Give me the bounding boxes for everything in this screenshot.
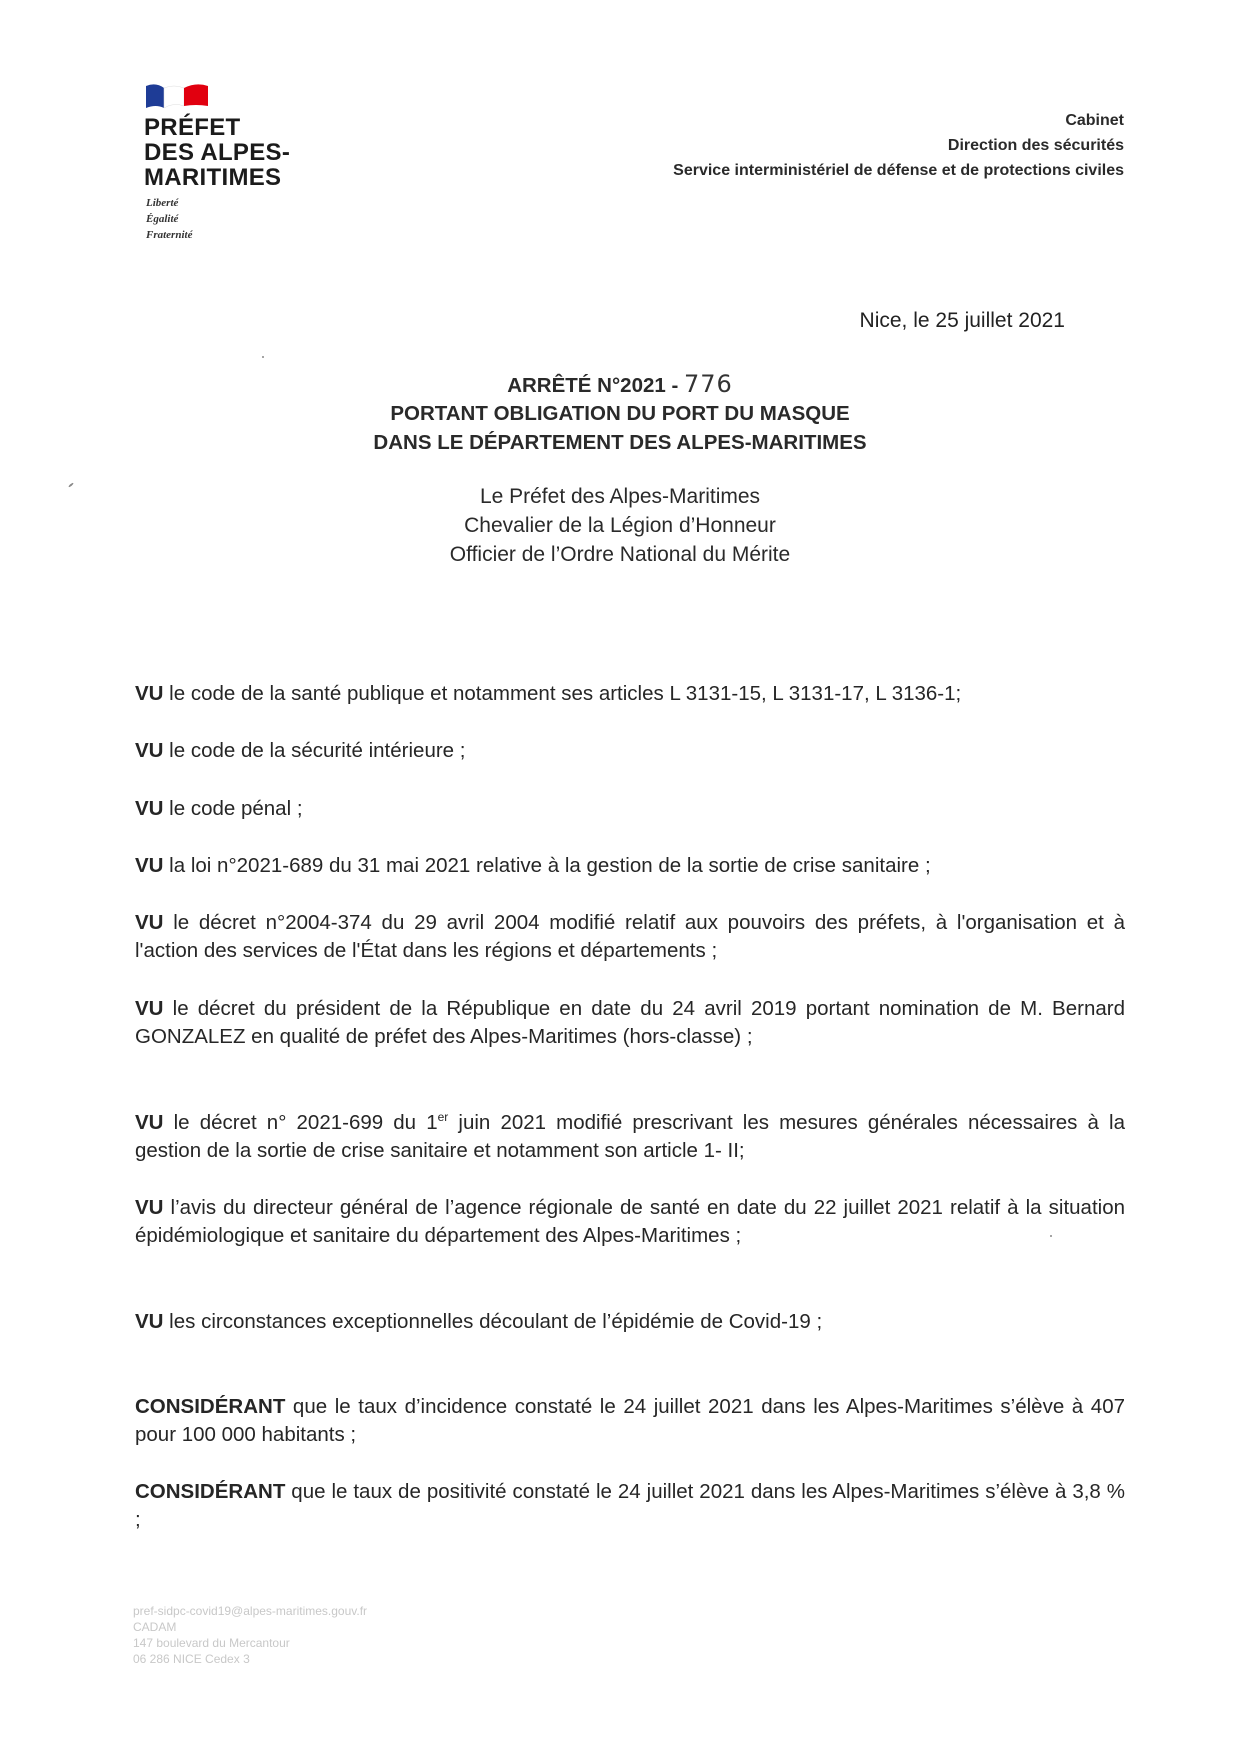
service-sidpc: Service interministériel de défense et de protections civiles bbox=[673, 162, 1124, 179]
clause-vu-loi bbox=[135, 852, 1125, 880]
clause-text: l’avis du directeur général de l’agence régionale de santé en date du 22 juillet 2021 relatif à la situation épidémiologique et sanitaire du département des Alpes-Maritimes ; bbox=[135, 1196, 1125, 1247]
footer-street: 147 boulevard du Mercantour bbox=[133, 1636, 290, 1650]
logo-line-3: MARITIMES bbox=[144, 164, 282, 191]
clause-keyword: CONSIDÉRANT bbox=[135, 1395, 286, 1418]
clause-text: le décret n°2004-374 du 29 avril 2004 modifié relatif aux pouvoirs des préfets, à l'organisation et à l'action des services de l'État dans les régions et départements ; bbox=[135, 911, 1125, 962]
clause-text: le code de la santé publique et notamment ses articles L 3131-15, L 3131-17, L 3136-1; bbox=[163, 682, 962, 705]
footer-city: 06 286 NICE Cedex 3 bbox=[133, 1652, 250, 1666]
prefect-line-1: Le Préfet des Alpes-Maritimes bbox=[479, 485, 761, 508]
decree-number-line bbox=[0, 370, 1240, 399]
motto-egalite: Égalité bbox=[146, 213, 179, 225]
footer-org: CADAM bbox=[133, 1620, 177, 1634]
logo-line-1: PRÉFET bbox=[144, 114, 241, 141]
clause-keyword: VU bbox=[135, 1196, 164, 1219]
clause-text: que le taux de positivité constaté le 24 juillet 2021 dans les Alpes-Maritimes s’élève à 3,8 % ; bbox=[135, 1480, 1125, 1531]
logo-line-2: DES ALPES- bbox=[144, 139, 291, 166]
service-direction: Direction des sécurités bbox=[947, 137, 1124, 154]
clause-vu-avis-ars bbox=[135, 1194, 1125, 1250]
document-date: Nice, le 25 juillet 2021 bbox=[859, 309, 1065, 332]
scan-speck bbox=[1050, 1235, 1052, 1237]
title-line-3: DANS LE DÉPARTEMENT DES ALPES-MARITIMES bbox=[373, 431, 867, 454]
clause-keyword: VU bbox=[135, 911, 164, 934]
clause-keyword: VU bbox=[135, 854, 164, 877]
prefect-line-2: Chevalier de la Légion d’Honneur bbox=[464, 514, 776, 537]
clause-considerant-incidence bbox=[135, 1393, 1125, 1449]
clause-vu-decret-2004 bbox=[135, 909, 1125, 965]
clause-text: le code de la sécurité intérieure ; bbox=[163, 739, 466, 762]
ordinal-superscript: er bbox=[437, 1110, 449, 1125]
prefect-titles bbox=[0, 482, 1240, 569]
handwritten-decree-number: 776 bbox=[684, 370, 733, 398]
clause-considerant-positivite bbox=[135, 1478, 1125, 1534]
decree-number-prefix: ARRÊTÉ N°2021 - bbox=[507, 374, 679, 397]
scan-speck bbox=[262, 356, 264, 358]
clause-text: le code pénal ; bbox=[163, 797, 303, 820]
clause-keyword: VU bbox=[135, 1111, 164, 1134]
issuing-services bbox=[673, 108, 1124, 183]
motto-fraternite: Fraternité bbox=[146, 229, 193, 241]
clause-vu-code-penal bbox=[135, 795, 1125, 823]
clause-vu-code-securite bbox=[135, 737, 1125, 765]
clause-text: les circonstances exceptionnelles découlant de l’épidémie de Covid-19 ; bbox=[163, 1310, 823, 1333]
service-cabinet: Cabinet bbox=[1065, 112, 1124, 129]
clause-keyword: VU bbox=[135, 739, 164, 762]
clause-vu-code-sante bbox=[135, 680, 1125, 708]
clause-text: le décret du président de la République en date du 24 avril 2019 portant nomination de M. Bernard GONZALEZ en qualité de préfet des Alpes-Maritimes (hors-classe) ; bbox=[135, 997, 1125, 1048]
footer-address bbox=[133, 1603, 367, 1667]
footer-email: pref-sidpc-covid19@alpes-maritimes.gouv.fr bbox=[133, 1604, 368, 1618]
decree-title bbox=[0, 370, 1240, 457]
prefect-line-3: Officier de l’Ordre National du Mérite bbox=[449, 543, 791, 566]
motto-liberte: Liberté bbox=[146, 197, 179, 209]
clause-text-cont: juin 2021 modifié prescrivant les mesures générales nécessaires à la gestion de la sortie de crise sanitaire et notamment son article 1- II; bbox=[135, 1111, 1125, 1162]
clause-text: le décret n° 2021-699 du 1 bbox=[163, 1111, 438, 1134]
clause-keyword: VU bbox=[135, 682, 164, 705]
french-flag-icon bbox=[144, 82, 210, 110]
clause-keyword: VU bbox=[135, 997, 164, 1020]
clause-vu-decret-2021 bbox=[135, 1109, 1125, 1165]
clause-text: que le taux d’incidence constaté le 24 juillet 2021 dans les Alpes-Maritimes s’élève à 407 pour 100 000 habitants ; bbox=[135, 1395, 1125, 1446]
clause-keyword: VU bbox=[135, 797, 164, 820]
clause-vu-decret-nomination bbox=[135, 995, 1125, 1051]
clause-keyword: VU bbox=[135, 1310, 164, 1333]
clause-keyword: CONSIDÉRANT bbox=[135, 1480, 286, 1503]
clause-vu-circonstances bbox=[135, 1308, 1125, 1336]
clause-text: la loi n°2021-689 du 31 mai 2021 relative à la gestion de la sortie de crise sanitaire ; bbox=[163, 854, 931, 877]
title-line-2: PORTANT OBLIGATION DU PORT DU MASQUE bbox=[390, 402, 850, 425]
